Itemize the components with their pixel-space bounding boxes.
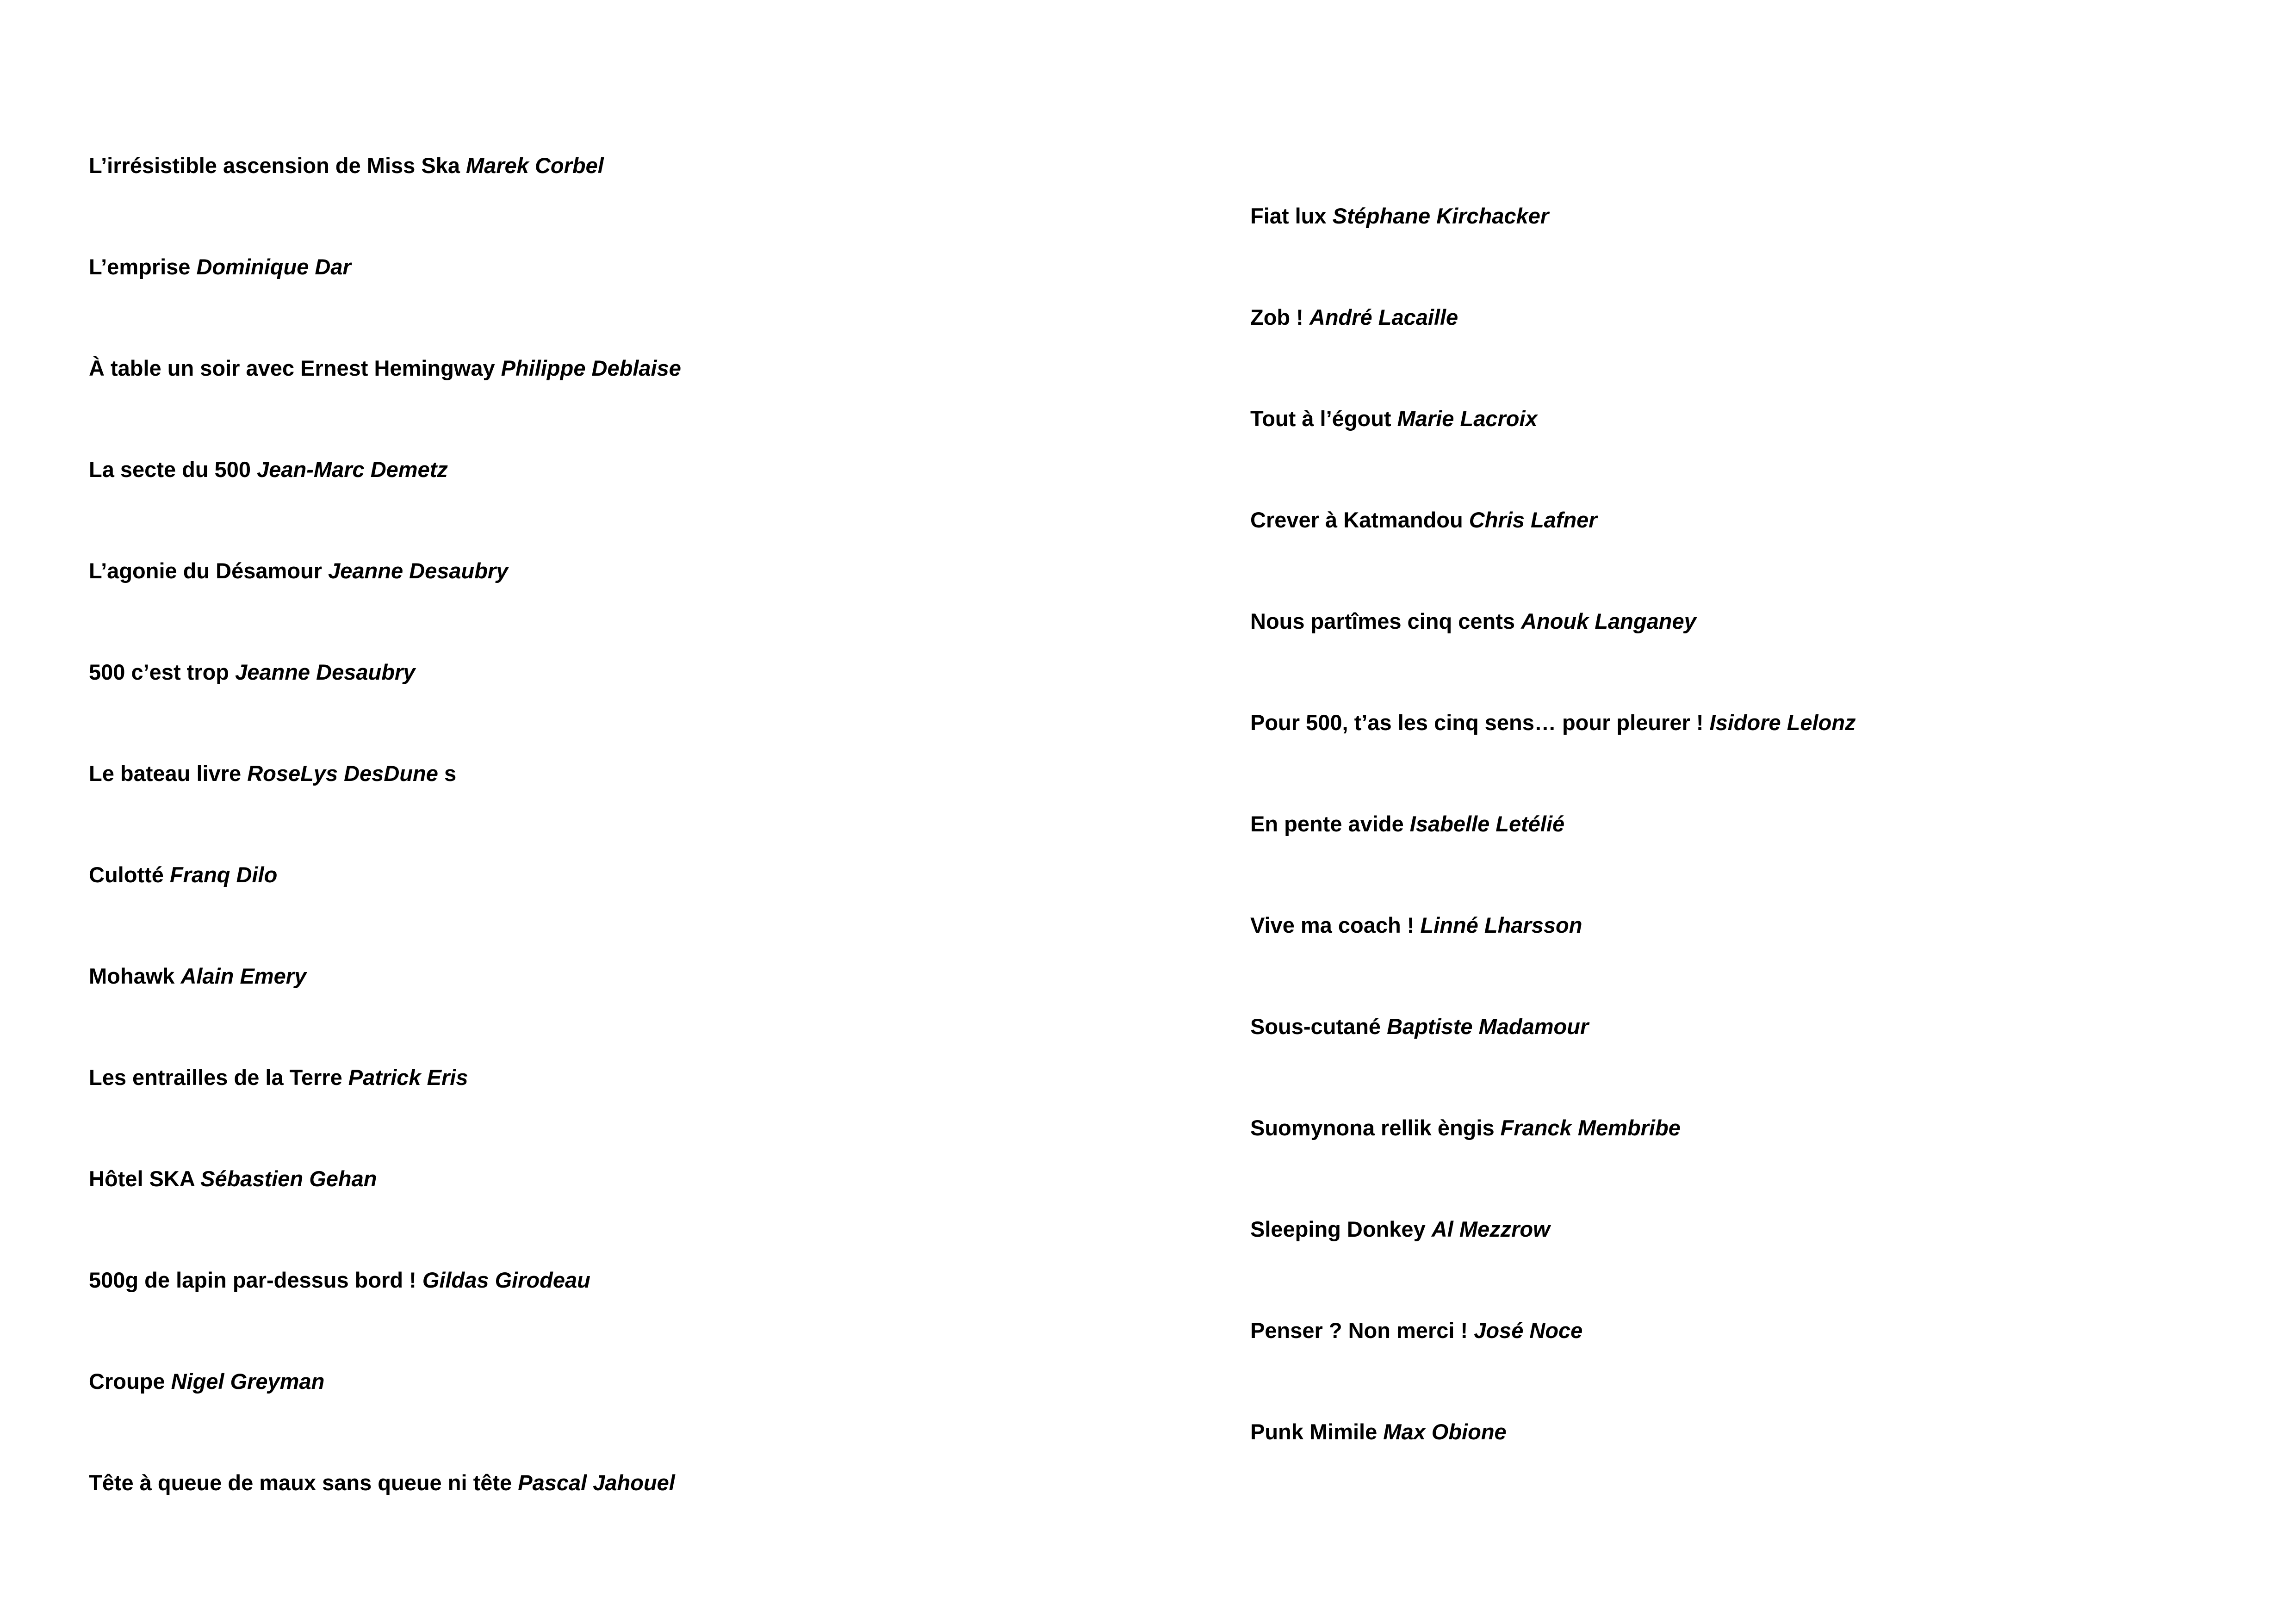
entry-author: André Lacaille xyxy=(1309,305,1458,329)
list-item xyxy=(1250,912,1582,938)
entry-author: Marek Corbel xyxy=(466,153,604,178)
entry-author: Alain Emery xyxy=(180,964,307,988)
list-item xyxy=(89,761,456,787)
list-item xyxy=(89,1166,377,1192)
entry-title: Crever à Katmandou xyxy=(1250,508,1463,532)
list-item xyxy=(1250,304,1458,330)
entry-title: Mohawk xyxy=(89,964,175,988)
entry-author: Chris Lafner xyxy=(1469,508,1597,532)
entry-suffix: s xyxy=(438,761,457,786)
entry-author: Linné Lharsson xyxy=(1420,913,1582,937)
entry-author: Anouk Langaney xyxy=(1521,609,1696,633)
entry-title: Culotté xyxy=(89,862,164,887)
entry-title: À table un soir avec Ernest Hemingway xyxy=(89,356,495,380)
entry-author: Baptiste Madamour xyxy=(1387,1014,1589,1039)
list-item xyxy=(89,355,681,381)
list-item xyxy=(89,1470,675,1496)
list-item xyxy=(89,963,306,989)
list-item xyxy=(89,457,448,483)
list-item xyxy=(89,1369,324,1394)
list-item xyxy=(89,862,277,888)
list-item xyxy=(1250,1014,1589,1040)
entry-title: Hôtel SKA xyxy=(89,1166,195,1191)
list-item xyxy=(1250,1419,1507,1445)
entry-author: Philippe Deblaise xyxy=(501,356,681,380)
entry-title: Sous-cutané xyxy=(1250,1014,1381,1039)
entry-title: Le bateau livre xyxy=(89,761,242,786)
entry-author: RoseLys DesDune xyxy=(247,761,438,786)
entry-author: Gildas Girodeau xyxy=(422,1268,590,1292)
list-item xyxy=(1250,1216,1550,1242)
entry-title: L’agonie du Désamour xyxy=(89,558,323,583)
list-item xyxy=(89,153,604,179)
list-item xyxy=(1250,203,1549,229)
entry-author: Jeanne Desaubry xyxy=(328,558,509,583)
entry-title: Zob ! xyxy=(1250,305,1303,329)
list-item xyxy=(1250,507,1597,533)
entry-author: Dominique Dar xyxy=(196,254,351,279)
entry-author: Al Mezzrow xyxy=(1431,1217,1550,1241)
entry-title: Pour 500, t’as les cinq sens… pour pleurer ! xyxy=(1250,710,1704,735)
entry-author: Franck Membribe xyxy=(1500,1115,1681,1140)
list-item xyxy=(1250,608,1696,634)
entry-author: Pascal Jahouel xyxy=(518,1470,675,1495)
list-item xyxy=(89,1267,590,1293)
entry-title: L’irrésistible ascension de Miss Ska xyxy=(89,153,460,178)
entry-title: Sleeping Donkey xyxy=(1250,1217,1426,1241)
entry-title: Penser ? Non merci ! xyxy=(1250,1318,1468,1343)
entry-title: En pente avide xyxy=(1250,812,1404,836)
entry-title: Fiat lux xyxy=(1250,204,1327,228)
entry-title: L’emprise xyxy=(89,254,191,279)
entry-title: Punk Mimile xyxy=(1250,1419,1378,1444)
entry-title: Nous partîmes cinq cents xyxy=(1250,609,1515,633)
entry-author: Max Obione xyxy=(1383,1419,1507,1444)
entry-author: Marie Lacroix xyxy=(1397,406,1538,431)
list-item xyxy=(1250,1318,1582,1344)
list-item xyxy=(89,1065,468,1090)
entry-title: Croupe xyxy=(89,1369,165,1394)
list-item xyxy=(89,254,351,280)
list-item xyxy=(1250,1115,1681,1141)
list-item xyxy=(1250,710,1856,736)
entry-author: Jeanne Desaubry xyxy=(235,660,416,684)
entry-title: 500 c’est trop xyxy=(89,660,230,684)
entry-title: Suomynona rellik èngis xyxy=(1250,1115,1495,1140)
entry-author: Stéphane Kirchacker xyxy=(1332,204,1549,228)
list-item xyxy=(89,659,415,685)
entry-title: Vive ma coach ! xyxy=(1250,913,1415,937)
entry-author: Jean-Marc Demetz xyxy=(257,457,448,482)
entry-author: Nigel Greyman xyxy=(171,1369,325,1394)
entry-title: 500g de lapin par-dessus bord ! xyxy=(89,1268,416,1292)
entry-title: Les entrailles de la Terre xyxy=(89,1065,342,1090)
entry-title: Tout à l’égout xyxy=(1250,406,1391,431)
entry-author: Franq Dilo xyxy=(169,862,278,887)
entry-author: Isidore Lelonz xyxy=(1709,710,1856,735)
entry-title: La secte du 500 xyxy=(89,457,251,482)
entry-author: Sébastien Gehan xyxy=(200,1166,377,1191)
entry-title: Tête à queue de maux sans queue ni tête xyxy=(89,1470,512,1495)
list-item xyxy=(1250,811,1564,837)
entry-author: Isabelle Letélié xyxy=(1409,812,1565,836)
list-item xyxy=(89,558,508,584)
entry-author: Patrick Eris xyxy=(348,1065,468,1090)
entry-author: José Noce xyxy=(1474,1318,1583,1343)
list-item xyxy=(1250,406,1538,432)
